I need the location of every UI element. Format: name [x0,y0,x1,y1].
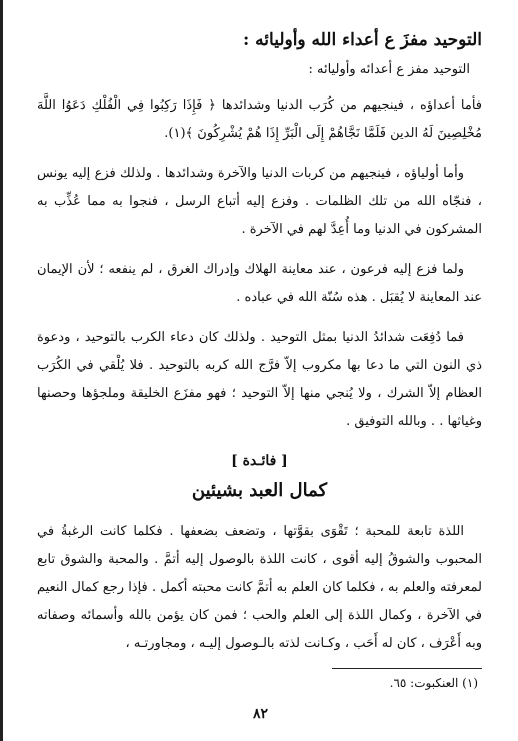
page-number: ٨٢ [252,706,269,722]
paragraph-pharaoh: ولما فزع إليه فرعون ، عند معاينة الهلاك وإدراك الغرق ، لم ينفعه ؛ لأن الإيمان عند المعاينة لا يُقبَل . هذه سُنّة الله في عباده . [37,262,482,305]
paragraph-pleasure: اللذة تابعة للمحبة ؛ تَقْوَى بقوَّتها ، وتضعف بضعفها . فكلما كانت الرغبةُ في المحبوب والشوقُ إليه أقوى ، كانت اللذة بالوصول إليه أتمَّ . والمحبة والشوق تابع لمعرفته والعلم به ، فكلما كان العلم به أتمَّ كانت محبته أكمل . فإذا رجع كمال النعيم في الآخرة ، وكمال اللذة إلى العلم والحب ؛ فمن كان يؤمن بالله وأسمائه وصفاته وبه أَعْرَف ، كان له أَحَب ، وكـانت لذته بالـوصول إليـه ، ومجاورتـه ، [37,524,482,651]
paragraph-tawhid: فما دُفِعَت شدائدُ الدنيا بمثل التوحيد . ولذلك كان دعاء الكرب بالتوحيد ، ودعوة ذي النون التي ما دعا بها مكروب إلاّ فرَّج الله كربه بالتوحيد . فلا يُلْقي في الكُرَب العظام إلاّ الشرك ، ولا يُنجي منها إلاّ التوحيد ؛ فهو مفزَع الخليقة وملجؤها وحصنها وغياثها . . وبالله التوفيق . [37,330,482,429]
kamal-heading: كمال العبد بشيئين [191,480,328,501]
footnote-divider [332,668,482,669]
paragraph-allies: وأما أولياؤه ، فينجيهم من كربات الدنيا والآخرة وشدائدها . ولذلك فزع إليه يونس ، فنجّاه الله من تلك الظلمات . وفزع إليه أتباع الرسل ، فنجوا به مما عُذِّب به المشركون في الدنيا وما أُعِدَّ لهم في الآخرة . [37,166,482,237]
footnote: (١) العنكبوت: ٦٥. [389,676,478,690]
faida-heading: [ فائـدة ] [231,453,288,469]
section-title: التوحيد مفزَ ع أعداء الله وأوليائه : [242,30,482,50]
page-content [37,28,482,670]
paragraph-enemies: فأما أعداؤه ، فينجيهم من كُرَب الدنيا وشدائدها ﴿ فَإِذَا رَكِبُوا فِي الْفُلْكِ دَعَوُا اللَّهَ مُخْلِصِينَ لَهُ الدين فَلَمَّا نَجَّاهُمْ إِلَى الْبَرِّ إِذَا هُمْ يُشْرِكُونَ ﴾(١). [37,98,482,141]
section-subheading: التوحيد مفز ع أعدائه وأوليائه : [308,62,470,77]
